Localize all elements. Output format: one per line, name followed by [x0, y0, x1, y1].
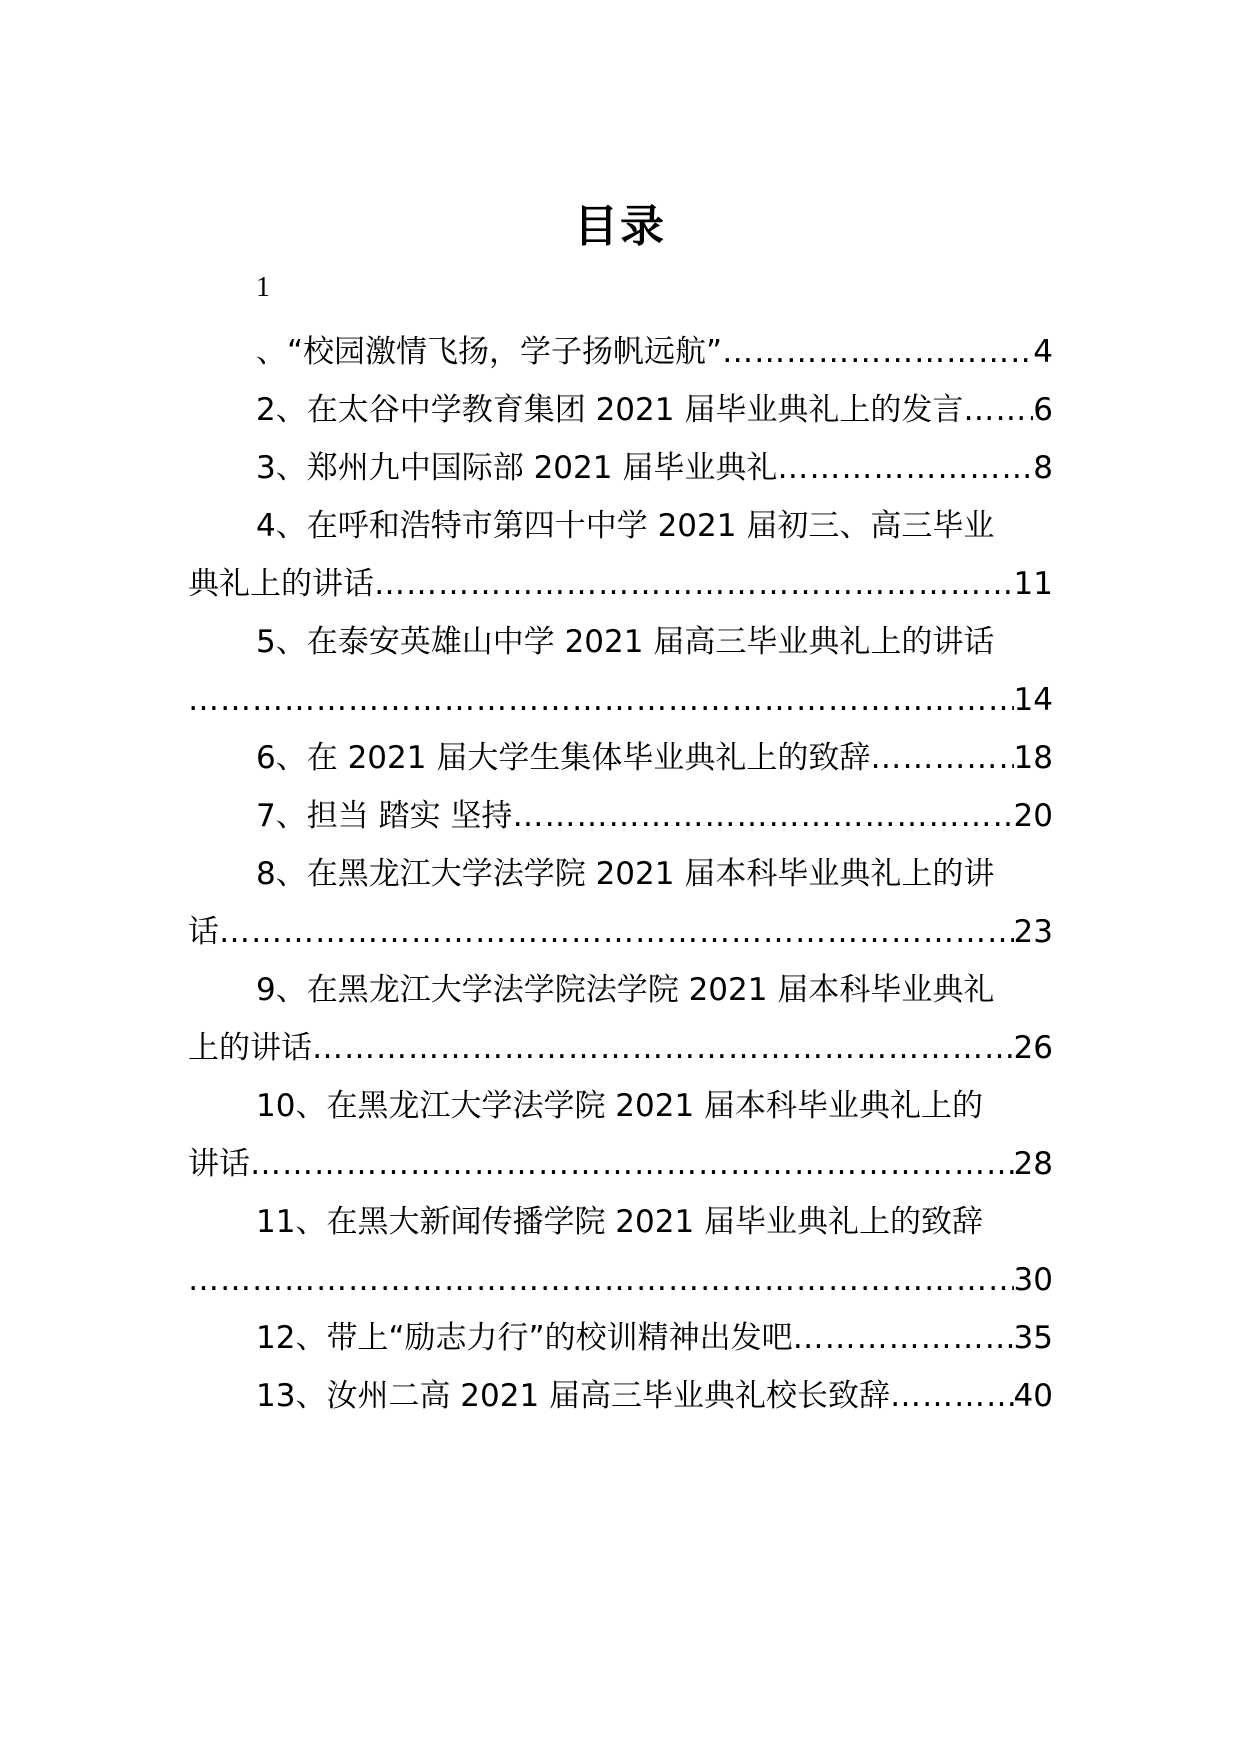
toc-leader-dots [312, 1026, 1014, 1070]
toc-leader-dots [219, 910, 1014, 954]
toc-page-number: 30 [1013, 1262, 1053, 1298]
toc-entry-text: 上的讲话 [188, 1030, 312, 1066]
toc-entry-9-line-2[interactable] [188, 1026, 1053, 1070]
toc-entry-text: 4、在呼和浩特市第四十中学 2021 届初三、高三毕业 [256, 508, 995, 544]
toc-entry-text: 11、在黑大新闻传播学院 2021 届毕业典礼上的致辞 [256, 1204, 984, 1240]
toc-page-number: 23 [1013, 914, 1053, 950]
toc-leader-dots [870, 736, 1013, 780]
toc-entry-12[interactable] [188, 1316, 1053, 1360]
toc-entry-5-line-1[interactable] [188, 620, 1053, 664]
toc-entry-text: 、“校园激情飞扬，学子扬帆远航” [256, 334, 723, 370]
page-title: 目录 [574, 201, 666, 252]
toc-entry-11-line-1[interactable] [188, 1200, 1053, 1244]
toc-entry-6[interactable] [188, 736, 1053, 780]
toc-leader-dots [890, 1374, 1014, 1418]
toc-entry-10-line-1[interactable] [188, 1084, 1053, 1128]
toc-entry-text: 9、在黑龙江大学法学院法学院 2021 届本科毕业典礼 [256, 972, 995, 1008]
toc-page-number: 11 [1013, 566, 1053, 602]
toc-entry-text: 12、带上“励志力行”的校训精神出发吧 [256, 1320, 793, 1356]
toc-entry-text: 13、汝州二高 2021 届高三毕业典礼校长致辞 [256, 1378, 891, 1414]
toc-leader-dots [512, 794, 1013, 838]
toc-entry-7[interactable] [188, 794, 1053, 838]
toc-entry-4-line-2[interactable] [188, 562, 1053, 606]
toc-page-number: 4 [1033, 334, 1053, 370]
toc-page-number: 8 [1033, 450, 1053, 486]
toc-page-number: 6 [1033, 392, 1053, 428]
toc-page-number: 18 [1013, 740, 1053, 776]
toc-entry-text: 10、在黑龙江大学法学院 2021 届本科毕业典礼上的 [256, 1088, 984, 1124]
stray-number: 1 [256, 272, 270, 303]
toc-page-number: 14 [1013, 682, 1053, 718]
toc-entry-4-line-1[interactable] [188, 504, 1053, 548]
toc-entry-text: 5、在泰安英雄山中学 2021 届高三毕业典礼上的讲话 [256, 624, 995, 660]
toc-entry-2[interactable] [188, 388, 1053, 432]
toc-entry-text: 8、在黑龙江大学法学院 2021 届本科毕业典礼上的讲 [256, 856, 995, 892]
toc-page-number: 35 [1013, 1320, 1053, 1356]
toc-entry-5-line-2[interactable] [188, 678, 1053, 722]
toc-entry-11-line-2[interactable] [188, 1258, 1053, 1302]
toc-leader-dots [777, 446, 1033, 490]
toc-page-number: 28 [1013, 1146, 1053, 1182]
toc-entry-3[interactable] [188, 446, 1053, 490]
toc-leader-dots [250, 1142, 1014, 1186]
toc-entry-text: 典礼上的讲话 [188, 566, 374, 602]
toc-leader-dots [722, 330, 1033, 374]
toc-entry-text: 7、担当 踏实 坚持 [256, 798, 513, 834]
toc-entry-10-line-2[interactable] [188, 1142, 1053, 1186]
toc-leader-dots [793, 1316, 1014, 1360]
toc-entry-text: 2、在太谷中学教育集团 2021 届毕业典礼上的发言 [256, 392, 964, 428]
toc-entry-text: 讲话 [188, 1146, 250, 1182]
toc-entry-13[interactable] [188, 1374, 1053, 1418]
toc-leader-dots [188, 1258, 1014, 1302]
toc-leader-dots [188, 678, 1014, 722]
toc-page-number: 20 [1013, 798, 1053, 834]
toc-entry-text: 6、在 2021 届大学生集体毕业典礼上的致辞 [256, 740, 871, 776]
toc-entry-text: 3、郑州九中国际部 2021 届毕业典礼 [256, 450, 778, 486]
toc-entry-9-line-1[interactable] [188, 968, 1053, 1012]
toc-entry-8-line-1[interactable] [188, 852, 1053, 896]
toc-page-number: 26 [1013, 1030, 1053, 1066]
toc-entry-8-line-2[interactable] [188, 910, 1053, 954]
toc-page-number: 40 [1013, 1378, 1053, 1414]
toc-entry-text: 话 [188, 914, 219, 950]
toc-leader-dots [963, 388, 1033, 432]
toc-entry-1[interactable] [188, 330, 1053, 374]
toc-leader-dots [374, 562, 1014, 606]
